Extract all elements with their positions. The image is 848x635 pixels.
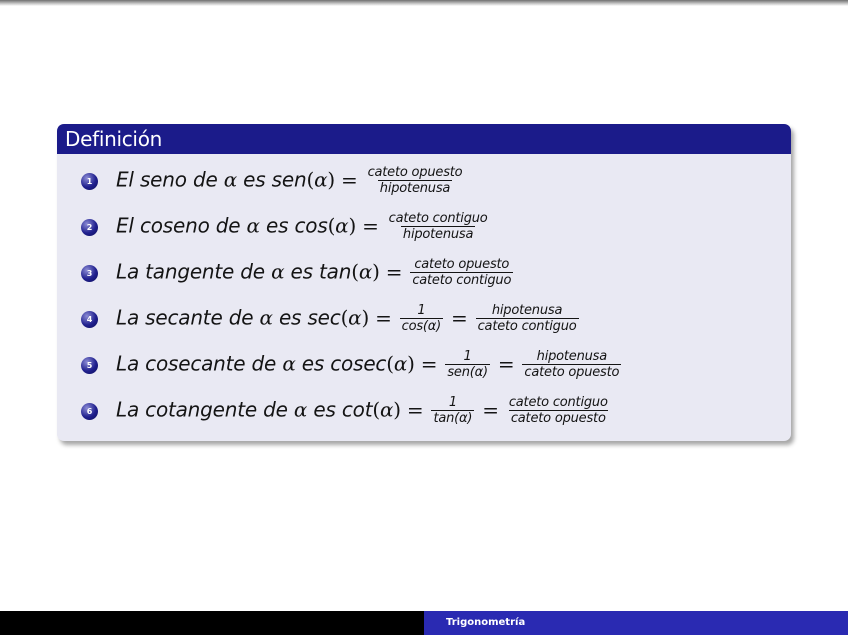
block-title: Definición [57,124,791,154]
right-paren: ) [407,351,415,376]
function-name: tan [319,259,352,284]
item-lead: El coseno de [116,213,247,238]
left-paren: ( [306,167,315,192]
fraction [366,166,465,196]
footer-bar [0,611,848,635]
fraction-numerator: cateto opuesto [367,165,463,180]
top-rule [0,0,848,6]
item-mid: es [272,305,308,330]
item-text [116,304,581,334]
fraction-numerator: 1 [448,395,457,410]
function-arg: α [358,259,373,284]
fraction-numerator: cateto contiguo [388,211,488,226]
footer-title: Trigonometría [424,611,848,635]
fraction-denominator: cateto contiguo [477,319,577,334]
numbered-bullet-icon: 5 [81,357,98,374]
fraction [410,258,513,288]
item-lead: El seno de [116,167,224,192]
alpha-symbol: α [271,259,285,284]
function-name: cot [341,397,373,422]
function-arg: α [335,213,349,238]
right-paren: ) [348,213,357,238]
left-paren: ( [372,397,380,422]
item-text [116,396,612,426]
alpha-symbol: α [223,167,238,192]
alpha-symbol: α [293,397,308,422]
item-text [116,166,466,196]
equals-sign: = [497,351,515,376]
alpha-symbol: α [259,305,273,330]
alpha-symbol: α [246,213,260,238]
fraction-numerator: hipotenusa [491,303,563,318]
item-lead: La secante de [116,305,260,330]
item-text [116,350,623,380]
list-item [57,158,791,204]
fraction-denominator: cos(α) [401,319,442,334]
right-paren: ) [327,167,335,192]
fraction-denominator: sen(α) [447,365,488,380]
list-item [57,342,791,388]
numbered-bullet-icon: 2 [81,219,98,236]
right-paren: ) [372,259,380,284]
function-arg: α [379,397,394,422]
left-paren: ( [351,259,359,284]
item-mid: es [295,351,331,376]
fraction-numerator: 1 [417,303,426,318]
alpha-symbol: α [282,351,296,376]
numbered-bullet-icon: 4 [81,311,98,328]
numbered-bullet-icon: 1 [81,173,98,190]
item-lead: La tangente de [116,259,272,284]
equals-sign: = [362,213,379,238]
block-body [57,154,791,434]
function-arg: α [393,351,408,376]
equals-sign: = [406,397,424,422]
equals-sign: = [420,351,438,376]
fraction-denominator: tan(α) [433,411,473,426]
definition-block [57,124,791,441]
list-item [57,388,791,434]
fraction [522,350,621,380]
fraction-numerator: cateto opuesto [414,257,510,272]
numbered-bullet-icon: 3 [81,265,98,282]
function-name: cos [294,213,328,238]
fraction [400,304,443,334]
fraction [431,396,474,426]
fraction [445,350,490,380]
left-paren: ( [386,351,394,376]
fraction [476,304,579,334]
equals-sign: = [385,259,403,284]
fraction [507,396,610,426]
numbered-bullet-icon: 6 [81,403,98,420]
item-mid: es [259,213,295,238]
left-paren: ( [340,305,349,330]
function-name: sec [307,305,341,330]
function-arg: α [348,305,362,330]
item-text [116,258,515,288]
fraction-numerator: cateto contiguo [508,395,608,410]
fraction-denominator: hipotenusa [379,181,451,196]
equals-sign: = [482,397,499,422]
item-mid: es [307,397,342,422]
fraction-numerator: hipotenusa [536,349,608,364]
fraction-denominator: hipotenusa [402,227,474,242]
item-mid: es [284,259,320,284]
footer-left-panel [0,611,424,635]
item-text [116,212,492,242]
function-arg: α [314,167,328,192]
right-paren: ) [393,397,401,422]
item-mid: es [237,167,272,192]
equals-sign: = [341,167,358,192]
list-item [57,204,791,250]
list-item [57,296,791,342]
equals-sign: = [451,305,468,330]
list-item [57,250,791,296]
left-paren: ( [327,213,336,238]
fraction [387,212,490,242]
fraction-numerator: 1 [463,349,472,364]
item-lead: La cotangente de [116,397,294,422]
item-lead: La cosecante de [116,351,283,376]
fraction-denominator: cateto contiguo [412,273,512,288]
equals-sign: = [375,305,392,330]
fraction-denominator: cateto opuesto [524,365,620,380]
function-name: sen [271,167,307,192]
function-name: cosec [330,351,387,376]
fraction-denominator: cateto opuesto [510,411,606,426]
right-paren: ) [361,305,370,330]
